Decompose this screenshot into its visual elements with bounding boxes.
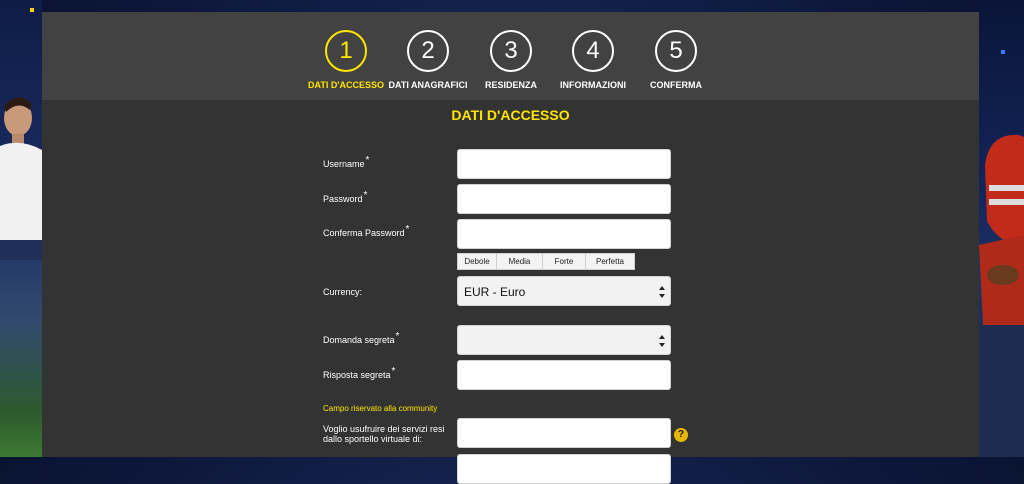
strength-weak: Debole [458, 254, 497, 269]
help-icon[interactable]: ? [674, 428, 688, 442]
select-arrows-icon [658, 284, 666, 300]
registration-panel [42, 12, 979, 457]
strength-strong: Forte [543, 254, 586, 269]
background-right-scenery [979, 0, 1024, 457]
currency-select[interactable] [457, 276, 671, 306]
secret-question-select[interactable] [457, 325, 671, 355]
step-number: 3 [490, 30, 532, 72]
soccer-player-illustration [0, 90, 42, 260]
step-label: CONFERMA [650, 80, 702, 90]
community-note: Campo riservato alla community [323, 404, 438, 413]
step-number: 5 [655, 30, 697, 72]
step-number: 4 [572, 30, 614, 72]
football-player-illustration [979, 125, 1024, 457]
virtual-desk-label: Voglio usufruire dei servizi resi dallo sportello virtuale di: [323, 424, 445, 444]
username-input[interactable] [457, 149, 671, 179]
step-label: DATI ANAGRAFICI [388, 80, 468, 90]
step-label: DATI D'ACCESSO [308, 80, 384, 90]
secret-question-label: Domanda segreta* [323, 331, 400, 345]
next-field-input[interactable] [457, 454, 671, 484]
password-strength-meter [457, 253, 635, 270]
confetti [30, 8, 34, 12]
username-label: Username* [323, 155, 370, 169]
confirm-password-label: Conferma Password* [323, 224, 410, 238]
step-number: 2 [407, 30, 449, 72]
confetti [1001, 50, 1005, 54]
password-input[interactable] [457, 184, 671, 214]
strength-medium: Media [497, 254, 543, 269]
secret-answer-label: Risposta segreta* [323, 366, 396, 380]
virtual-desk-input[interactable] [457, 418, 671, 448]
password-label: Password* [323, 190, 368, 204]
background-left-scenery [0, 0, 42, 457]
select-arrows-icon [658, 333, 666, 349]
step-label: RESIDENZA [484, 80, 537, 90]
strength-perfect: Perfetta [595, 257, 624, 266]
currency-value: EUR - Euro [464, 285, 526, 299]
steps-progress-bar [42, 12, 979, 100]
step-number: 1 [325, 30, 367, 72]
step-5[interactable] [626, 30, 726, 90]
step-label: INFORMAZIONI [560, 80, 626, 90]
section-title: DATI D'ACCESSO [451, 107, 570, 123]
secret-answer-input[interactable] [457, 360, 671, 390]
confirm-password-input[interactable] [457, 219, 671, 249]
currency-label: Currency: [323, 287, 363, 297]
